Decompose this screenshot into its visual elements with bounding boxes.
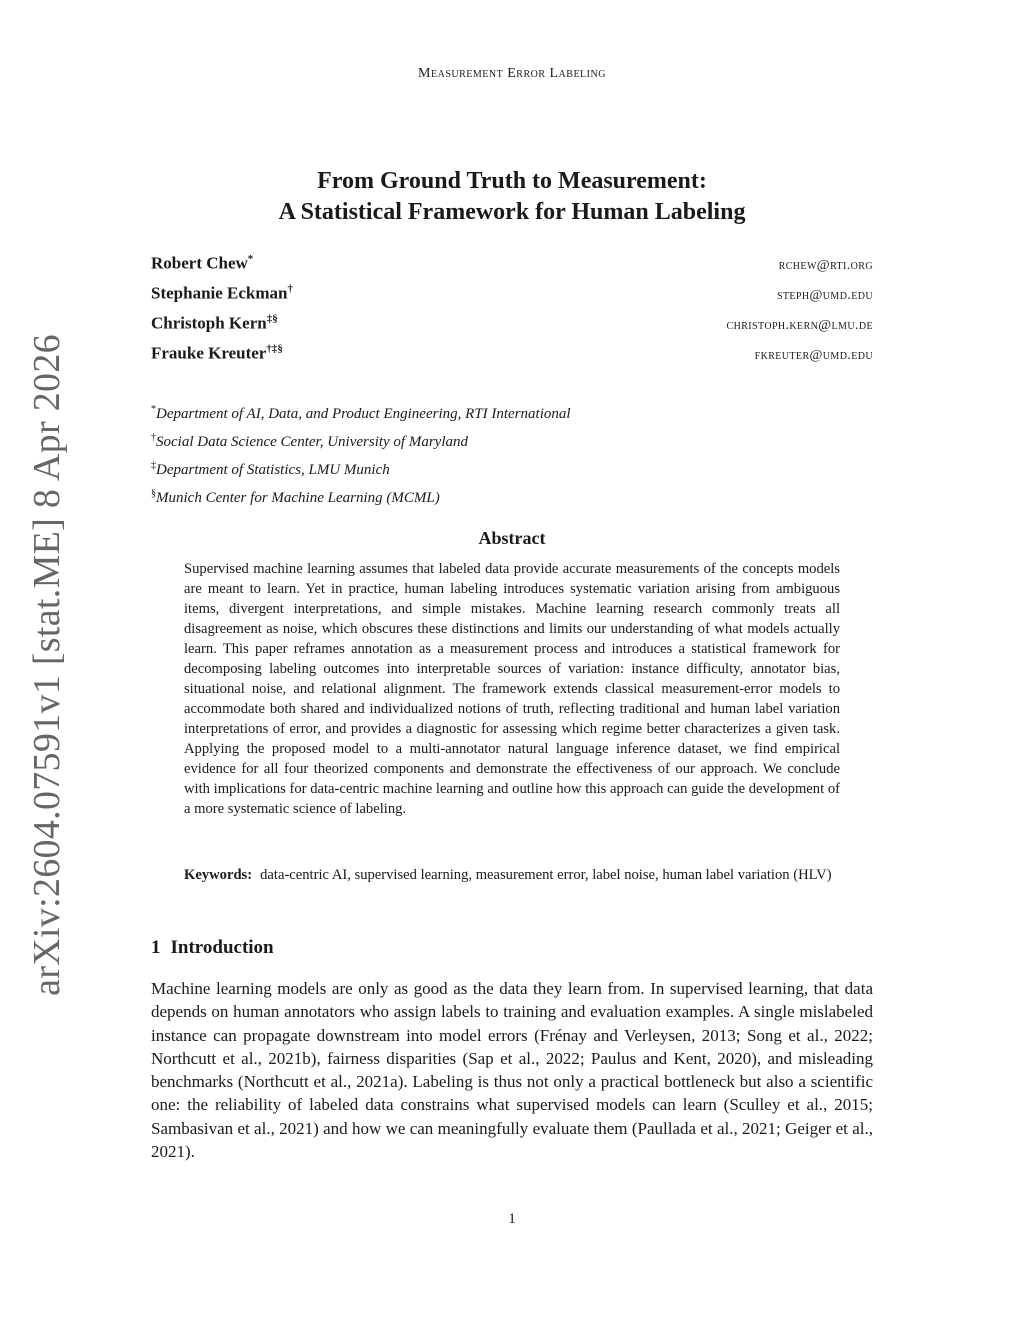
author-row — [151, 343, 873, 373]
affiliation: §Munich Center for Machine Learning (MCML) — [151, 488, 440, 506]
author-name: Frauke Kreuter†‡§ — [151, 343, 283, 363]
affiliation: *Department of AI, Data, and Product Engineering, RTI International — [151, 404, 571, 422]
author-name: Robert Chew* — [151, 253, 254, 273]
affiliations — [151, 398, 873, 510]
keywords — [184, 865, 840, 885]
author-name: Stephanie Eckman† — [151, 283, 293, 303]
author-email[interactable]: rchew@rti.org — [778, 257, 873, 273]
affiliation: †Social Data Science Center, University of Maryland — [151, 432, 469, 450]
author-row — [151, 313, 873, 343]
author-marks: † — [287, 283, 293, 295]
section-heading — [151, 937, 274, 959]
author-row — [151, 253, 873, 283]
section-title: Introduction — [170, 937, 274, 958]
title-line-2: A Statistical Framework for Human Labeling — [278, 199, 746, 225]
abstract-text: Supervised machine learning assumes that labeled data provide accurate measurements of the concepts models are meant to learn. Yet in practice, human labeling introduces systematic variation arising from ambiguous items, divergent interpretations, and simple mistakes. Machine learning research commonly treats all disagreement as noise, which obscures these distinctions and limits our understanding of what models actually learn. This paper reframes annotation as a measurement process and introduces a statistical framework for decomposing labeling outcomes into interpretable sources of variation: instance difficulty, annotator bias, situational noise, and relational alignment. The framework extends classical measurement-error models to accommodate both shared and individualized notions of truth, reflecting traditional and human label variation interpretations of error, and provides a diagnostic for assessing which regime better characterizes a given task. Applying the proposed model to a multi-annotator natural language inference dataset, we find empirical evidence for all four theorized components and demonstrate the effectiveness of our approach. We conclude with implications for data-centric machine learning and outline how this approach can guide the development of a more systematic science of labeling. — [184, 561, 840, 817]
author-email[interactable]: steph@umd.edu — [776, 287, 873, 303]
affiliation: ‡Department of Statistics, LMU Munich — [151, 460, 390, 478]
arxiv-stamp: arXiv:2604.07591v1 [stat.ME] 8 Apr 2026 — [26, 334, 69, 996]
section-number: 1 — [151, 937, 161, 958]
author-block — [151, 253, 873, 373]
keywords-text: data-centric AI, supervised learning, measurement error, label noise, human label variation (HLV) — [260, 867, 832, 883]
title-line-1: From Ground Truth to Measurement: — [317, 168, 707, 194]
introduction-paragraph: Machine learning models are only as good as the data they learn from. In supervised learning, that data depends on human annotators who assign labels to training and evaluation examples. A single mislabeled instance can propagate downstream into model errors (Frénay and Verleysen, 2013; Song et al., 2022; Northcutt et al., 2021b), fairness disparities (Sap et al., 2022; Paulus and Kent, 2020), and misleading benchmarks (Northcutt et al., 2021a). Labeling is thus not only a practical bottleneck but also a scientific one: the reliability of labeled data constrains what supervised models can learn (Sculley et al., 2015; Sambasivan et al., 2021) and how we can meaningfully evaluate them (Paullada et al., 2021; Geiger et al., 2021). — [151, 979, 873, 1162]
author-email[interactable]: fkreuter@umd.edu — [754, 347, 873, 363]
paper-title — [0, 166, 1024, 228]
author-row — [151, 283, 873, 313]
author-marks: * — [247, 253, 254, 265]
author-email[interactable]: christoph.kern@lmu.de — [726, 317, 873, 333]
author-marks: ‡§ — [266, 313, 278, 325]
keywords-label: Keywords: — [184, 867, 253, 883]
author-name: Christoph Kern‡§ — [151, 313, 278, 333]
running-head: Measurement Error Labeling — [418, 66, 606, 81]
page-number: 1 — [508, 1211, 516, 1227]
author-marks: †‡§ — [266, 343, 283, 355]
arxiv-stamp-container — [16, 334, 78, 996]
abstract-heading: Abstract — [478, 528, 546, 548]
